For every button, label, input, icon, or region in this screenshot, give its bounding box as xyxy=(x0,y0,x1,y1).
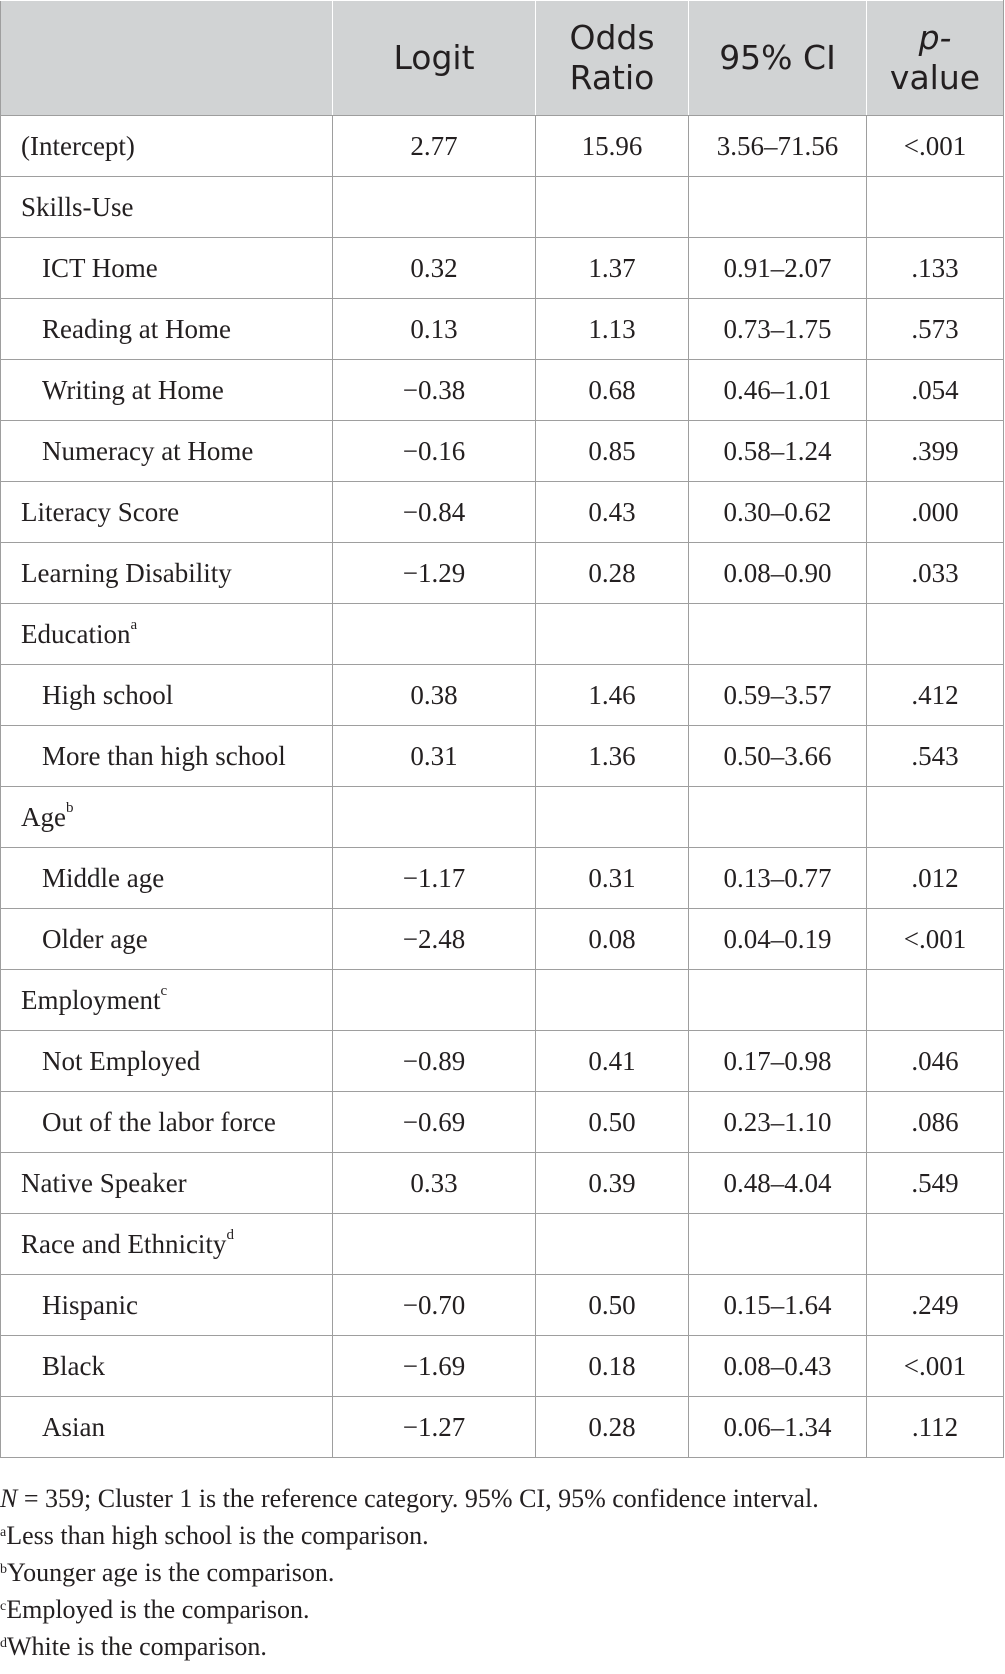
variable-label: Numeracy at Home xyxy=(42,435,254,466)
variable-label: ICT Home xyxy=(42,252,158,283)
cell-p-value: .046 xyxy=(867,1031,1004,1092)
cell-p-value xyxy=(867,1214,1004,1275)
footnote-item-text: Employed is the comparison. xyxy=(6,1595,310,1624)
table-row xyxy=(1,299,1004,360)
cell-p-value: <.001 xyxy=(867,1336,1004,1397)
table-row xyxy=(1,787,1004,848)
footnote-sample xyxy=(0,1480,1003,1517)
variable-label: Middle age xyxy=(42,862,165,893)
cell-odds-ratio xyxy=(536,604,689,665)
cell-logit xyxy=(333,1214,536,1275)
footnote-item-text: White is the comparison. xyxy=(7,1632,267,1661)
variable-label: Reading at Home xyxy=(42,313,231,344)
variable-label: Age xyxy=(21,801,66,832)
table-row xyxy=(1,1031,1004,1092)
cell-ci xyxy=(689,970,867,1031)
cell-logit: −1.17 xyxy=(333,848,536,909)
cell-logit: −1.27 xyxy=(333,1397,536,1458)
cell-odds-ratio: 0.68 xyxy=(536,360,689,421)
header-logit: Logit xyxy=(333,1,536,116)
footnote-item-marker: b xyxy=(0,1562,7,1577)
cell-p-value: .573 xyxy=(867,299,1004,360)
cell-p-value: <.001 xyxy=(867,909,1004,970)
footnote-item xyxy=(0,1591,1003,1628)
table-row xyxy=(1,360,1004,421)
footnote-marker: b xyxy=(65,799,74,816)
cell-ci: 0.58–1.24 xyxy=(689,421,867,482)
cell-ci: 0.06–1.34 xyxy=(689,1397,867,1458)
cell-logit: −0.84 xyxy=(333,482,536,543)
cell-p-value: .112 xyxy=(867,1397,1004,1458)
variable-label: Native Speaker xyxy=(21,1167,187,1198)
cell-variable xyxy=(1,360,333,421)
cell-odds-ratio: 0.31 xyxy=(536,848,689,909)
header-p-value xyxy=(867,1,1004,116)
footnote-n-symbol: N xyxy=(0,1484,18,1513)
cell-p-value xyxy=(867,604,1004,665)
table-header xyxy=(1,1,1004,116)
cell-odds-ratio: 0.43 xyxy=(536,482,689,543)
header-p-value-line1: p- xyxy=(918,18,952,57)
cell-variable xyxy=(1,1153,333,1214)
footnote-item xyxy=(0,1628,1003,1665)
footnote-item-text: Younger age is the comparison. xyxy=(7,1558,335,1587)
table-row xyxy=(1,665,1004,726)
cell-variable xyxy=(1,1397,333,1458)
cell-variable xyxy=(1,787,333,848)
cell-ci: 0.15–1.64 xyxy=(689,1275,867,1336)
cell-variable xyxy=(1,665,333,726)
table-row xyxy=(1,238,1004,299)
footnote-item-text: Less than high school is the comparison. xyxy=(6,1521,429,1550)
footnote-items xyxy=(0,1517,1003,1665)
variable-label: (Intercept) xyxy=(21,130,135,161)
cell-odds-ratio xyxy=(536,177,689,238)
cell-variable xyxy=(1,238,333,299)
cell-p-value: .086 xyxy=(867,1092,1004,1153)
cell-variable xyxy=(1,1336,333,1397)
cell-odds-ratio: 1.13 xyxy=(536,299,689,360)
cell-logit: −2.48 xyxy=(333,909,536,970)
cell-odds-ratio xyxy=(536,787,689,848)
cell-logit xyxy=(333,787,536,848)
table-row xyxy=(1,482,1004,543)
cell-logit: 0.33 xyxy=(333,1153,536,1214)
table-row xyxy=(1,1397,1004,1458)
header-p-value-line2: value xyxy=(889,58,981,97)
table-row xyxy=(1,1336,1004,1397)
variable-label: Out of the labor force xyxy=(42,1106,276,1137)
cell-ci xyxy=(689,787,867,848)
cell-odds-ratio xyxy=(536,1214,689,1275)
variable-label: Older age xyxy=(42,923,148,954)
table-body xyxy=(1,116,1004,1458)
cell-p-value: .012 xyxy=(867,848,1004,909)
cell-p-value: <.001 xyxy=(867,116,1004,177)
cell-ci xyxy=(689,1214,867,1275)
cell-odds-ratio: 0.50 xyxy=(536,1275,689,1336)
cell-p-value: .549 xyxy=(867,1153,1004,1214)
cell-variable xyxy=(1,543,333,604)
variable-label: High school xyxy=(42,679,174,710)
cell-p-value: .133 xyxy=(867,238,1004,299)
cell-odds-ratio: 0.08 xyxy=(536,909,689,970)
variable-label: Employment xyxy=(21,984,161,1015)
cell-odds-ratio: 1.36 xyxy=(536,726,689,787)
cell-variable xyxy=(1,1214,333,1275)
cell-ci: 0.08–0.43 xyxy=(689,1336,867,1397)
footnote-n-text: = 359; Cluster 1 is the reference category. 95% CI, 95% confidence interval. xyxy=(17,1484,819,1513)
footnote-marker: c xyxy=(160,982,168,999)
header-variable xyxy=(1,1,333,116)
cell-variable xyxy=(1,1092,333,1153)
footnote-item xyxy=(0,1554,1003,1591)
cell-ci: 0.30–0.62 xyxy=(689,482,867,543)
cell-logit: −0.70 xyxy=(333,1275,536,1336)
cell-p-value xyxy=(867,787,1004,848)
cell-odds-ratio: 0.39 xyxy=(536,1153,689,1214)
variable-label: Writing at Home xyxy=(42,374,224,405)
variable-label: Skills-Use xyxy=(21,191,134,222)
cell-logit: −0.38 xyxy=(333,360,536,421)
cell-variable xyxy=(1,1275,333,1336)
cell-odds-ratio: 0.50 xyxy=(536,1092,689,1153)
header-odds-ratio-line2: Ratio xyxy=(569,58,655,97)
cell-variable xyxy=(1,604,333,665)
variable-label: Literacy Score xyxy=(21,496,180,527)
cell-odds-ratio: 15.96 xyxy=(536,116,689,177)
cell-p-value xyxy=(867,177,1004,238)
cell-variable xyxy=(1,848,333,909)
cell-logit xyxy=(333,177,536,238)
footnote-item xyxy=(0,1517,1003,1554)
table-row xyxy=(1,1092,1004,1153)
cell-ci: 3.56–71.56 xyxy=(689,116,867,177)
cell-odds-ratio: 1.46 xyxy=(536,665,689,726)
variable-label: Education xyxy=(21,618,131,649)
cell-logit: 2.77 xyxy=(333,116,536,177)
cell-odds-ratio: 0.28 xyxy=(536,543,689,604)
header-ci: 95% CI xyxy=(689,1,867,116)
table-row xyxy=(1,970,1004,1031)
cell-p-value xyxy=(867,970,1004,1031)
variable-label: More than high school xyxy=(42,740,286,771)
cell-odds-ratio: 1.37 xyxy=(536,238,689,299)
table-row xyxy=(1,726,1004,787)
cell-variable xyxy=(1,177,333,238)
cell-logit xyxy=(333,970,536,1031)
table-row xyxy=(1,543,1004,604)
table-row xyxy=(1,604,1004,665)
cell-p-value: .543 xyxy=(867,726,1004,787)
cell-ci: 0.46–1.01 xyxy=(689,360,867,421)
header-odds-ratio xyxy=(536,1,689,116)
cell-logit xyxy=(333,604,536,665)
cell-variable xyxy=(1,482,333,543)
table-row xyxy=(1,909,1004,970)
cell-variable xyxy=(1,116,333,177)
cell-ci xyxy=(689,177,867,238)
variable-label: Asian xyxy=(42,1411,105,1442)
cell-variable xyxy=(1,1031,333,1092)
cell-odds-ratio: 0.18 xyxy=(536,1336,689,1397)
cell-logit: −0.69 xyxy=(333,1092,536,1153)
cell-ci: 0.23–1.10 xyxy=(689,1092,867,1153)
cell-ci: 0.48–4.04 xyxy=(689,1153,867,1214)
cell-variable xyxy=(1,299,333,360)
cell-logit: 0.31 xyxy=(333,726,536,787)
cell-logit: −0.16 xyxy=(333,421,536,482)
footnote-item-marker: a xyxy=(0,1525,7,1540)
footnote-marker: a xyxy=(130,616,138,633)
table-row xyxy=(1,848,1004,909)
cell-ci: 0.17–0.98 xyxy=(689,1031,867,1092)
header-row xyxy=(1,1,1004,116)
variable-label: Not Employed xyxy=(42,1045,201,1076)
cell-p-value: .000 xyxy=(867,482,1004,543)
cell-logit: 0.38 xyxy=(333,665,536,726)
cell-p-value: .033 xyxy=(867,543,1004,604)
table-row xyxy=(1,116,1004,177)
cell-logit: 0.13 xyxy=(333,299,536,360)
variable-label: Race and Ethnicity xyxy=(21,1228,227,1259)
cell-p-value: .412 xyxy=(867,665,1004,726)
cell-ci: 0.91–2.07 xyxy=(689,238,867,299)
footnote-item-marker: d xyxy=(0,1636,7,1651)
cell-variable xyxy=(1,421,333,482)
cell-p-value: .249 xyxy=(867,1275,1004,1336)
cell-odds-ratio: 0.41 xyxy=(536,1031,689,1092)
table-row xyxy=(1,1275,1004,1336)
cell-ci xyxy=(689,604,867,665)
footnote-item-marker: c xyxy=(0,1599,7,1614)
header-odds-ratio-line1: Odds xyxy=(569,18,655,57)
table-row xyxy=(1,177,1004,238)
cell-ci: 0.08–0.90 xyxy=(689,543,867,604)
cell-odds-ratio: 0.85 xyxy=(536,421,689,482)
cell-logit: −1.69 xyxy=(333,1336,536,1397)
cell-logit: 0.32 xyxy=(333,238,536,299)
cell-ci: 0.73–1.75 xyxy=(689,299,867,360)
cell-variable xyxy=(1,909,333,970)
table-row xyxy=(1,1214,1004,1275)
table-row xyxy=(1,1153,1004,1214)
cell-variable xyxy=(1,970,333,1031)
cell-ci: 0.04–0.19 xyxy=(689,909,867,970)
cell-ci: 0.50–3.66 xyxy=(689,726,867,787)
cell-logit: −0.89 xyxy=(333,1031,536,1092)
cell-odds-ratio: 0.28 xyxy=(536,1397,689,1458)
table-row xyxy=(1,421,1004,482)
cell-ci: 0.59–3.57 xyxy=(689,665,867,726)
variable-label: Black xyxy=(42,1350,105,1381)
cell-logit: −1.29 xyxy=(333,543,536,604)
cell-p-value: .054 xyxy=(867,360,1004,421)
cell-ci: 0.13–0.77 xyxy=(689,848,867,909)
cell-p-value: .399 xyxy=(867,421,1004,482)
cell-variable xyxy=(1,726,333,787)
variable-label: Learning Disability xyxy=(21,557,232,588)
table-footnotes xyxy=(0,1480,1003,1665)
variable-label: Hispanic xyxy=(42,1289,138,1320)
footnote-marker: d xyxy=(226,1226,234,1243)
cell-odds-ratio xyxy=(536,970,689,1031)
